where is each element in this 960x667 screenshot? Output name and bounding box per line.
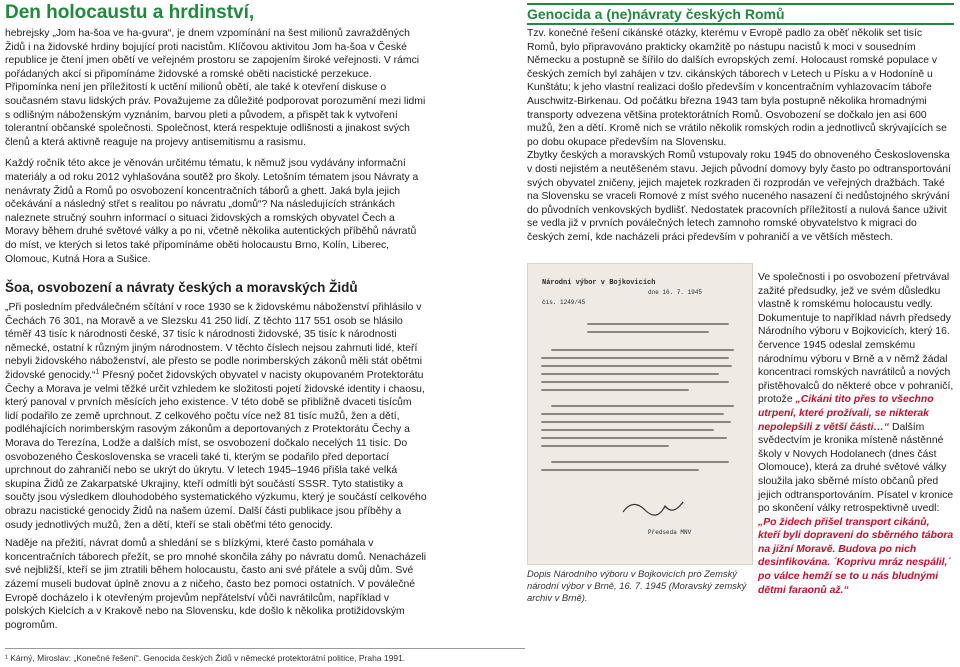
- shoa-paragraph-1: [5, 301, 427, 532]
- side-quote-2: „Po židech přišel transport cikánů, kteří byli dopraveni do sběrného tábora na jižní Moravě. Budova po nich desinfikována. ´Koprivu mráz nespálil,´ po válce hemží se to u nás bludnými dětmi faraonů až.“: [758, 516, 954, 596]
- section-title-shoa: Šoa, osvobození a návraty českých a moravských Židů: [5, 280, 358, 296]
- side-text-part-2: Dalším svědectvím je kronika místeně nástěnné školy v Novych Hodolanech (dnes část Olomouce), která za druhé světové války sloužila jako sběrné místo občanů před jejich odtransportováním. Písatel v kronice po skončení války retrospektivně uvedl:: [758, 421, 954, 515]
- section-title-roma: Genocida a (ne)návraty českých Romů: [527, 3, 954, 25]
- shoa-paragraph-1-rest: Přesný počet židovských obyvatel v nacisty okupovaném Protektorátu Čechy a Morava je velmi těžké určit vzhledem ke složitosti pojetí židovské identity i chaosu, který panoval v prvních měsících jeho existence. V této době se přibližně dvaceti tisícům lidí podařilo ze země uprchnout. Z celkového počtu více než 81 tisíc mužů, žen a dětí, podléhajících norimberským rasovým zákonům a deportovaných z Protektorátu Čechy a Morava do Terezína, Lodže a dalších míst, se osvobození dočkalo necelých 11 tisíc. Do osvobozeného Československa se vraceli také ti, kterým se podařilo před deportací uprchnout do zahraničí nebo se ukrýt do úkrytu. V letech 1945–1946 přišla také velká skupina Židů ze Zakarpatské Ukrajiny, kteří odmítli být součástí SSSR. Tyto statistiky a součty jsou výsledkem dlouhodobého systematického výzkumu, který je součástí celkového obrazu nacistické genocidy Židů na našem území. Další části publikace jsou příběhy a osudy jednotlivých mužů, žen a dětí, kteří se stali oběťmi této genocidy.: [5, 370, 427, 531]
- footnote-ref[interactable]: 1: [95, 368, 100, 376]
- roma-paragraph-1: Tzv. konečné řešení cikánské otázky, kterému v Evropě padlo za oběť několik set tisíc Romů, bylo připravováno prakticky okamžitě po nástupu nacistů k moci v sousedním Německu a postupně se šířilo do dalších evropských zemí. Holocaust romské populace v českých zemích byl zahájen v tzv. cikánských táborech v Letech u Písku a v Hodoníně u Kunštátu; k jeho vlastní realizaci došlo především v koncentračním vyhlazovacím táboře Auschwitz-Birkenau. Od počátku března 1943 tam byla postupně několika hromadnými transporty odvezena většina protektorátních Romů. Osvobození se dočkalo jen asi 600 mužů, žen a dětí. Kromě nich se vrátilo několik romských rodin a jednotlivců skrývajících se po dobu okupace především na Slovensku.: [527, 28, 947, 148]
- intro-paragraph-2: Každý ročník této akce je věnován určitému tématu, k němuž jsou vydávány informační materiály a od roku 2012 vyhlašována soutěž pro školy. Letošním tématem jsou Návraty a nenávraty Židů a Romů po osvobození koncentračních táborů a ghett. Jaká byla jejich očekávání a následný střet s realitou po návratu „domů“? Na následujících stránkách naleznete stručný souhrn informací o situaci židovských a romských obyvatel Čech a Moravy během druhé světové války a po ni, včetně několika autentických příběhů návratů do míst, ve kterých si letos také připomínáme oběti holocaustu Brno, Kolín, Liberec, Olomouc, Kutná Hora a Sušice.: [5, 158, 419, 265]
- letter-header-line2: dne 16. 7. 1945: [648, 289, 703, 296]
- footnote: ¹ Kárný, Miroslav: „Konečné řešení“. Genocida českých Židů v německé protektorátní politice, Praha 1991.: [5, 648, 525, 663]
- page-title: Den holocaustu a hrdinství,: [5, 2, 255, 23]
- roma-paragraph-2: Zbytky českých a moravských Romů vstupovaly roku 1945 do obnoveného Československa v dosti nejistém a neutěšeném stavu. Jejich původní domovy byly často po odtransportování svých obyvatel zničeny, jejich majetek rozkraden či rozprodán ve veřejných dražbách. Také na Slovensku se vraceli Romové z míst svého nuceného nasazení či nedůstojného skrývání do původních venkovských bydlišť. Nedostatek pracovních příležitostí a nulová šance uživit se vedla již v prvních poválečných letech zamnoho romské obyvatelstvo k migraci do českých zemí, kde nacházeli práci především v pohraničí a ve větších městech.: [527, 150, 951, 243]
- letter-ref-line: čís. 1249/45: [542, 299, 586, 306]
- shoa-quote: „Při posledním předválečném sčítání v roce 1930 se k židovskému náboženství přihlásilo v Čechách 76 301, na Moravě a ve Slezsku 41 250 lidí. Z těchto 117 551 osob se hlásilo téměř 43 tisíc k národnosti české, 37 tisíc k národnosti židovské, 35 tisíc k národnosti německé, ostatní k různým jiným národnostem. V těchto číslech nejsou zahrnuti lidé, kteří nebyli židovského náboženství, ale přesto se podle norimberských zákonů měli stát obětmi židovské genocidy.“: [5, 302, 423, 382]
- letter-stamp-line: Předseda MNV: [648, 529, 692, 536]
- letter-header-line1: Národní výbor v Bojkovicích: [542, 279, 656, 287]
- side-text: [758, 271, 954, 597]
- side-text-part-1: Ve společnosti i po osvobození přetrvával zažité předsudky, jež ve svém důsledku vlastně k romskému holocaustu vedly. Dokumentuje to například návrh předsedy Národního výboru v Bojkovicích, který 16. července 1945 odeslal zemskému národnímu výboru v Brně a v němž žádal koncentraci romských navrátilců a nových přistěhovalců do některé obce v pohraničí, protože: [758, 272, 954, 406]
- intro-paragraph-1: hebrejsky „Jom ha-šoa ve ha-gvura“, je dnem vzpomínání na šest milionů zavražděných Židů i na židovské hrdiny bojující proti nacistům. Klíčovou aktivitou Jom ha-šoa v České republice je čtení jmen obětí ve veřejném prostoru se zapojením široké veřejnosti. V rámci pořádaných akcí si připomínáme židovské a romské oběti nacistické perzekuce. Připomínka není jen příležitostí k uctění milionů obětí, ale také k otevření diskuse o současném stavu lidských práv. Považujeme za důležité podporovat porozumění mezi lidmi s odlišným náboženským vyznáním, barvou pleti a původem, a přispět tak k vytvoření tolerantní občanské společnosti. Společnost, která respektuje odlišnosti a jinakost svých členů a která aktivně reaguje na projevy antisemitismu a rasismu.: [5, 28, 426, 148]
- image-caption: Dopis Národního výboru v Bojkovicích pro Zemský národní výbor v Brně, 16. 7. 1945 (Moravský zemský archiv v Brně).: [527, 568, 747, 603]
- archival-letter-image: [527, 263, 753, 565]
- side-quote-1: „Cikáni tito přes to všechno utrpení, které prožívali, se nikterak nepolepšili z větší části…“: [758, 394, 934, 433]
- letter-drawing: [528, 264, 752, 564]
- left-column: [5, 3, 427, 632]
- right-column: [527, 3, 954, 245]
- shoa-paragraph-2: Naděje na přežití, návrat domů a shledání se s blízkými, které často pomáhala v koncentračních táborech přežít, se pro mnohé skončila záhy po návratu domů. Nenacházeli své nejbližší, kteří se jim ztratili během holocaustu, často ani své přátele a svůj dům. Své zázemí museli budovat úplně znovu a z ničeho, často bez pomoci ostatních. V poválečné Evropě docházelo i k otevřeným projevům nepřátelství vůči navrátilcům, například v polských Kielcích a v Krakově nebo na Slovensku, kde došlo k několika protižidovským pogromům.: [5, 538, 427, 631]
